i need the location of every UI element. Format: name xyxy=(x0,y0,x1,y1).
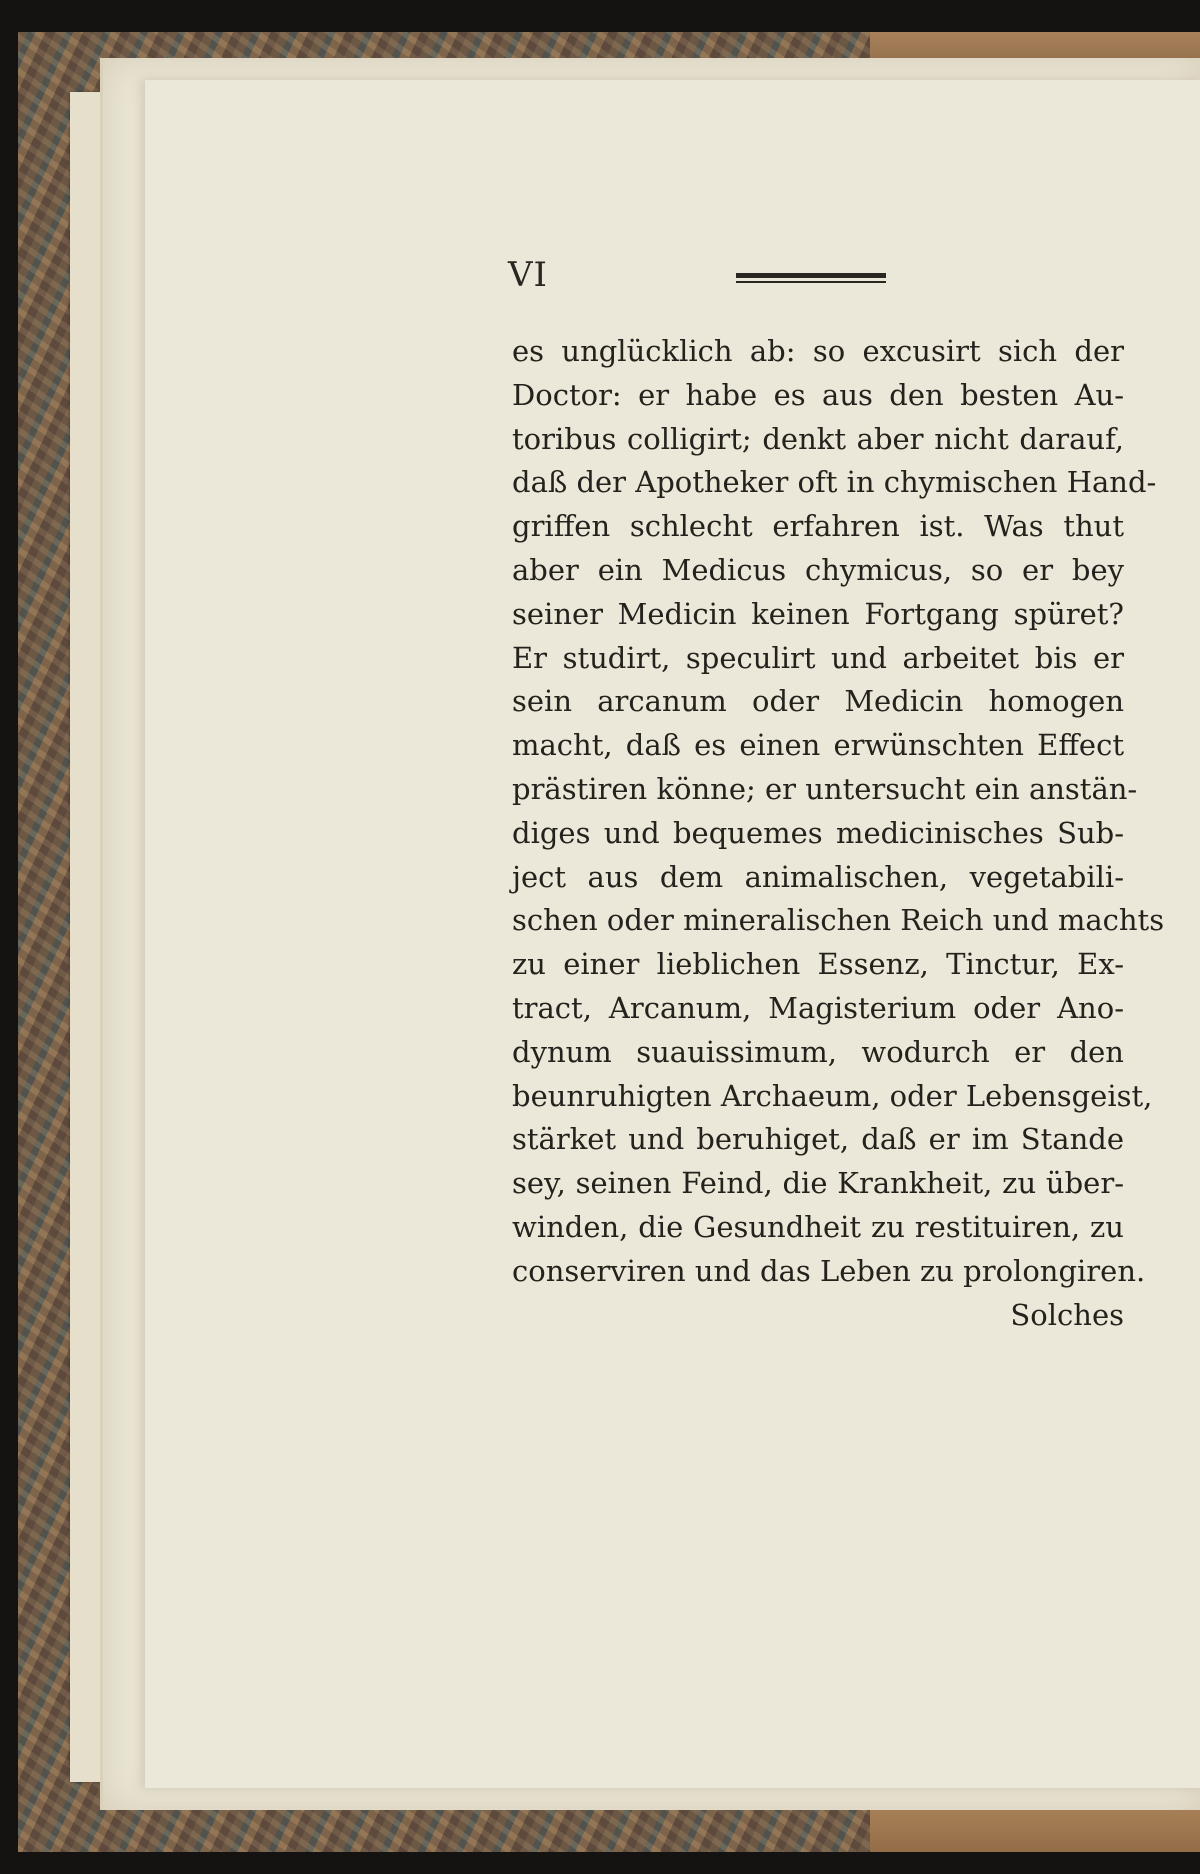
text-line: griffen schlecht erfahren ist. Was thut xyxy=(512,509,1124,544)
text-line: es unglücklich ab: so excusirt sich der xyxy=(512,334,1124,368)
header-rule-thick xyxy=(736,273,886,278)
text-line: daß der Apotheker oft in chymischen Hand- xyxy=(512,465,1157,500)
text-line: ject aus dem animalischen, vegetabili- xyxy=(512,859,1124,894)
header-rule xyxy=(736,273,886,287)
text-line: Doctor: er habe es aus den besten Au- xyxy=(512,377,1124,412)
text-line: zu einer lieblichen Essenz, Tinctur, Ex- xyxy=(512,947,1124,982)
text-line: toribus colligirt; denkt aber nicht darauf, xyxy=(512,421,1124,456)
text-line: sey, seinen Feind, die Krankheit, zu über- xyxy=(512,1166,1124,1201)
text-line: tract, Arcanum, Magisterium oder Ano- xyxy=(512,990,1124,1025)
text-line: sein arcanum oder Medicin homogen xyxy=(512,684,1124,719)
body-text xyxy=(512,330,1165,1337)
text-line: macht, daß es einen erwünschten Effect xyxy=(512,728,1124,763)
text-line: prästiren könne; er untersucht ein anstän- xyxy=(512,771,1138,806)
page-number: VI xyxy=(508,255,548,295)
catchword: Solches xyxy=(1010,1297,1124,1332)
text-line: diges und bequemes medicinisches Sub- xyxy=(512,815,1124,850)
text-line: aber ein Medicus chymicus, so er bey xyxy=(512,552,1124,587)
text-line: Er studirt, speculirt und arbeitet bis er xyxy=(512,640,1124,675)
text-line: stärket und beruhiget, daß er im Stande xyxy=(512,1122,1124,1157)
text-line: conserviren und das Leben zu prolongiren. xyxy=(512,1253,1146,1288)
text-line: dynum suauissimum, wodurch er den xyxy=(512,1034,1124,1069)
text-line: beunruhigten Archaeum, oder Lebensgeist, xyxy=(512,1078,1153,1113)
text-line: winden, die Gesundheit zu restituiren, zu xyxy=(512,1209,1124,1244)
page-header xyxy=(508,255,888,295)
text-line: schen oder mineralischen Reich und machts xyxy=(512,903,1165,938)
header-rule-thin xyxy=(736,281,886,283)
text-line: seiner Medicin keinen Fortgang spüret? xyxy=(512,596,1124,631)
